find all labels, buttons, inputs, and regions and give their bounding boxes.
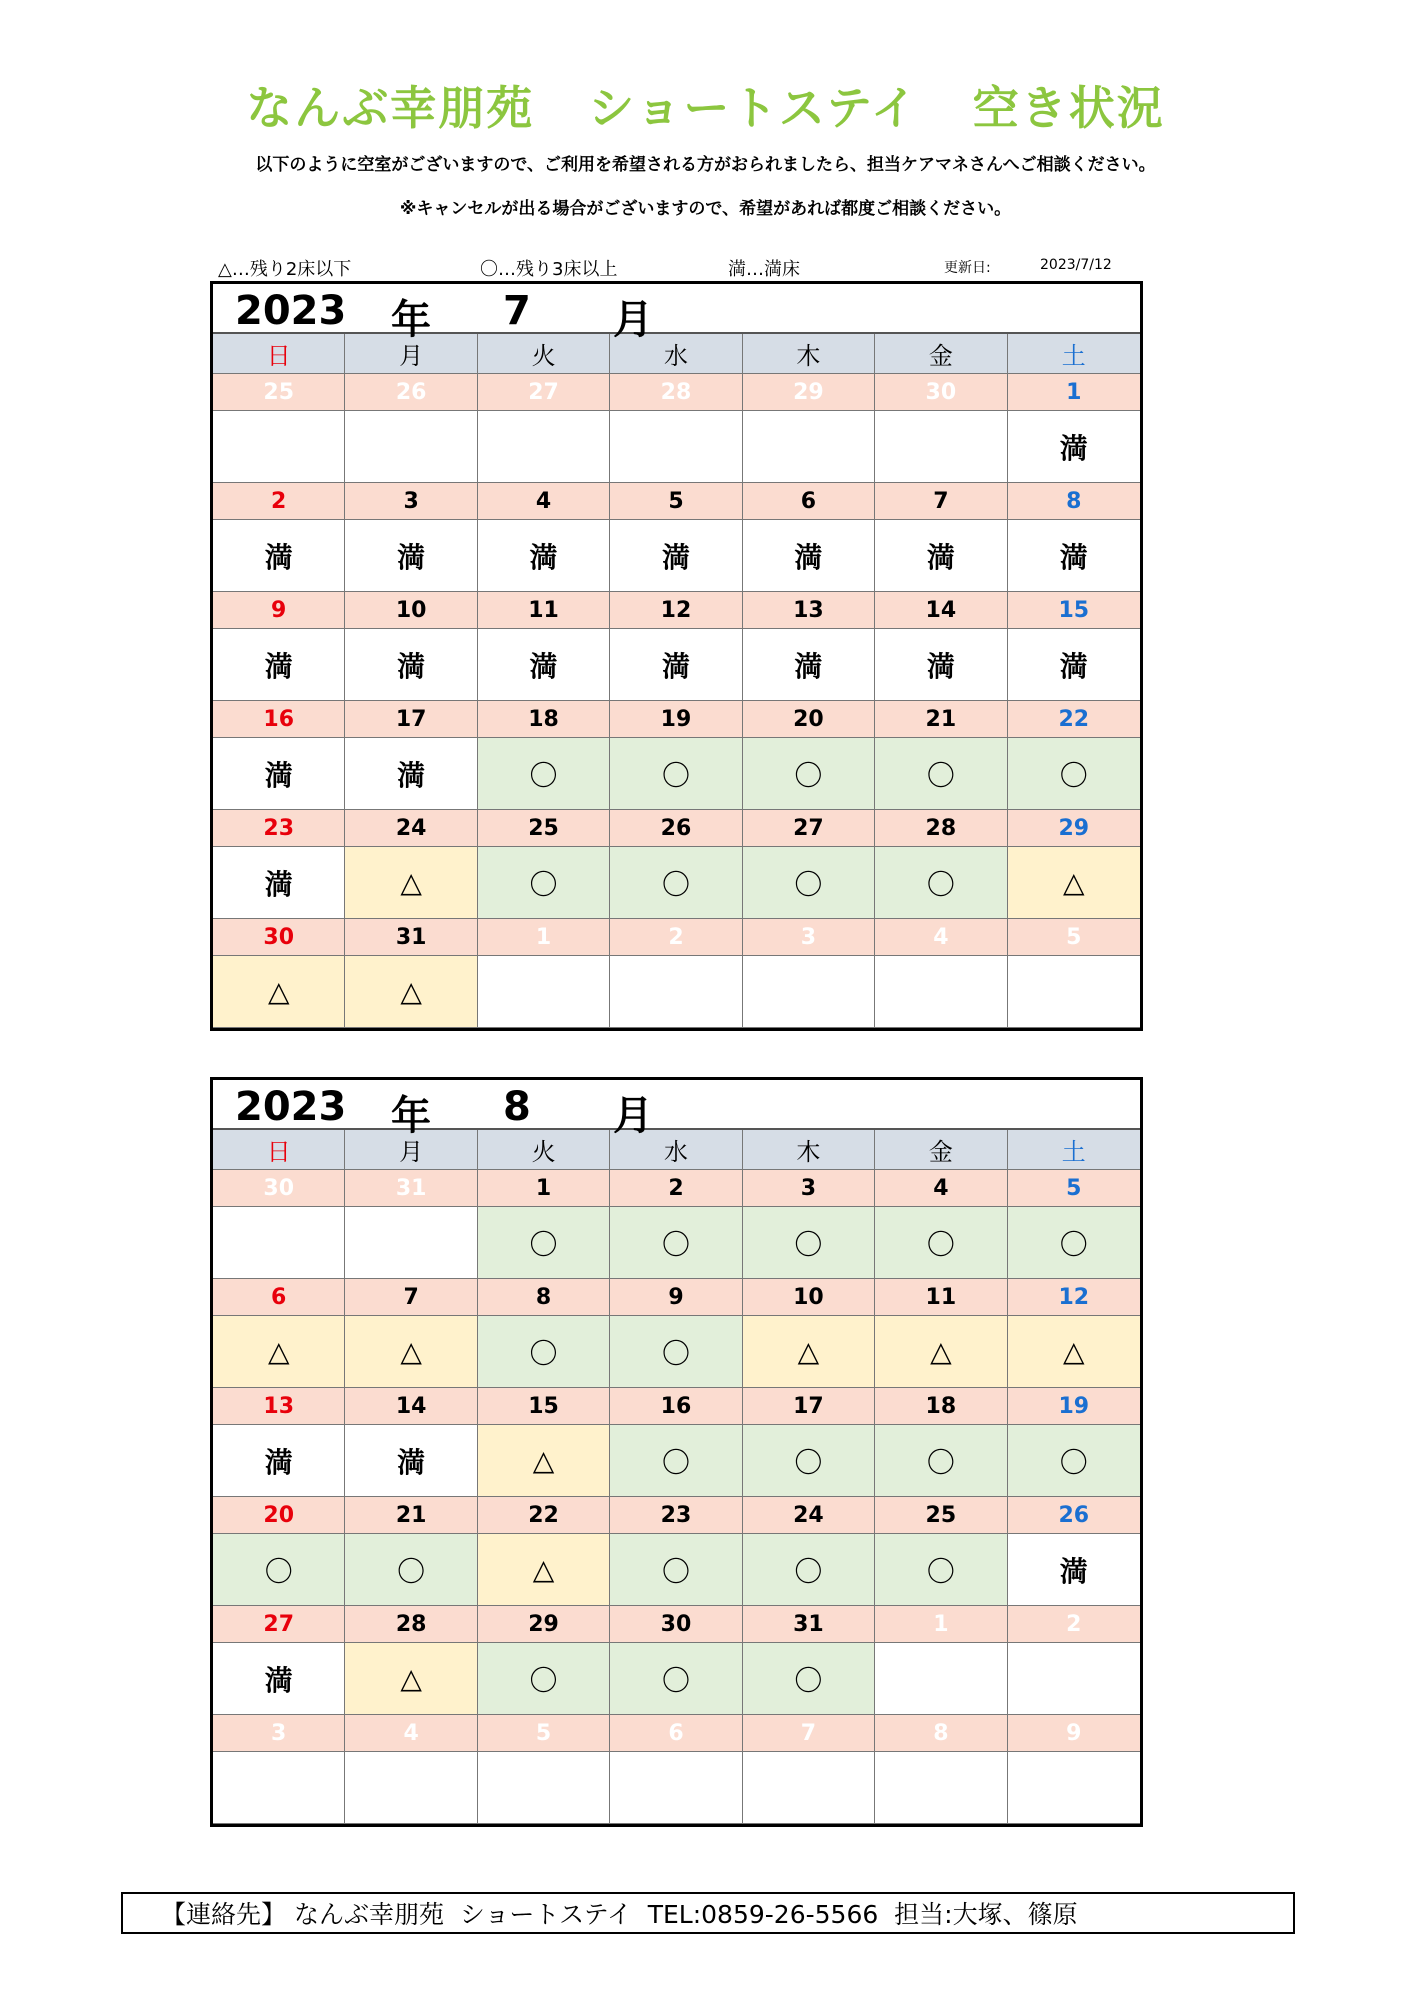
day-number: 26: [1008, 1497, 1140, 1534]
calendar-year: 2023: [235, 288, 347, 334]
availability-cell: 〇: [743, 1534, 875, 1606]
day-number: 13: [213, 1388, 345, 1425]
calendar-grid: [213, 334, 1140, 1028]
availability-cell: △: [213, 1316, 345, 1388]
weekday-header: 火: [478, 334, 610, 374]
title-status: 空き状況: [972, 81, 1165, 135]
day-number: 7: [875, 483, 1007, 520]
day-number: 1: [875, 1606, 1007, 1643]
day-number: 9: [610, 1279, 742, 1316]
weekday-header: 土: [1008, 334, 1140, 374]
availability-cell: [743, 411, 875, 483]
day-number: 25: [478, 810, 610, 847]
title-service: ショートステイ: [588, 81, 919, 135]
availability-cell: 〇: [610, 738, 742, 810]
availability-cell: 満: [1008, 1534, 1140, 1606]
availability-cell: 満: [743, 629, 875, 701]
day-number: 27: [478, 374, 610, 411]
availability-cell: 〇: [478, 847, 610, 919]
day-number: 26: [345, 374, 477, 411]
availability-cell: [213, 411, 345, 483]
day-number: 2: [610, 1170, 742, 1207]
availability-cell: [213, 1207, 345, 1279]
availability-cell: 満: [1008, 520, 1140, 592]
availability-cell: 満: [875, 629, 1007, 701]
day-number: 15: [478, 1388, 610, 1425]
availability-cell: [213, 1752, 345, 1824]
availability-cell: 満: [213, 738, 345, 810]
availability-cell: 〇: [875, 1207, 1007, 1279]
day-number: 4: [875, 919, 1007, 956]
day-number: 12: [1008, 1279, 1140, 1316]
day-number: 2: [1008, 1606, 1140, 1643]
weekday-header: 金: [875, 334, 1007, 374]
day-number: 4: [875, 1170, 1007, 1207]
calendar-july: [210, 281, 1143, 1031]
day-number: 18: [478, 701, 610, 738]
day-number: 8: [478, 1279, 610, 1316]
day-number: 20: [743, 701, 875, 738]
day-number: 22: [1008, 701, 1140, 738]
availability-cell: [478, 956, 610, 1028]
day-number: 30: [610, 1606, 742, 1643]
day-number: 28: [345, 1606, 477, 1643]
day-number: 4: [478, 483, 610, 520]
day-number: 30: [213, 1170, 345, 1207]
availability-cell: [875, 411, 1007, 483]
availability-cell: 〇: [345, 1534, 477, 1606]
day-number: 30: [875, 374, 1007, 411]
availability-cell: 〇: [1008, 1207, 1140, 1279]
calendar-month-header: [213, 284, 1140, 343]
availability-cell: △: [345, 956, 477, 1028]
day-number: 16: [213, 701, 345, 738]
availability-cell: 満: [213, 847, 345, 919]
day-number: 28: [610, 374, 742, 411]
day-number: 29: [1008, 810, 1140, 847]
day-number: 20: [213, 1497, 345, 1534]
calendar-month: 8: [503, 1084, 531, 1130]
updated-date: 2023/7/12: [1040, 257, 1112, 273]
day-number: 24: [345, 810, 477, 847]
availability-cell: [478, 1752, 610, 1824]
day-number: 3: [213, 1715, 345, 1752]
availability-cell: 〇: [743, 738, 875, 810]
availability-cell: 〇: [478, 1207, 610, 1279]
availability-cell: 〇: [478, 1643, 610, 1715]
availability-cell: △: [478, 1425, 610, 1497]
day-number: 12: [610, 592, 742, 629]
weekday-header: 日: [213, 334, 345, 374]
day-number: 6: [213, 1279, 345, 1316]
day-number: 31: [345, 1170, 477, 1207]
availability-cell: 満: [610, 629, 742, 701]
calendar-month-unit: 月: [613, 1093, 653, 1139]
availability-cell: △: [1008, 1316, 1140, 1388]
day-number: 1: [1008, 374, 1140, 411]
availability-cell: 満: [213, 1425, 345, 1497]
calendar-year: 2023: [235, 1084, 347, 1130]
availability-cell: 満: [1008, 411, 1140, 483]
day-number: 27: [743, 810, 875, 847]
calendar-year-unit: 年: [391, 297, 431, 343]
calendar-month-header: [213, 1080, 1140, 1139]
availability-cell: 満: [478, 629, 610, 701]
day-number: 31: [345, 919, 477, 956]
day-number: 10: [743, 1279, 875, 1316]
availability-cell: 〇: [743, 1425, 875, 1497]
weekday-header: 水: [610, 334, 742, 374]
availability-cell: △: [478, 1534, 610, 1606]
day-number: 23: [610, 1497, 742, 1534]
availability-cell: [345, 1207, 477, 1279]
availability-cell: △: [345, 1316, 477, 1388]
weekday-header: 月: [345, 1130, 477, 1170]
availability-cell: [1008, 1752, 1140, 1824]
availability-cell: 満: [345, 520, 477, 592]
availability-cell: [875, 1752, 1007, 1824]
availability-cell: △: [1008, 847, 1140, 919]
day-number: 3: [743, 1170, 875, 1207]
availability-cell: 〇: [875, 1425, 1007, 1497]
day-number: 4: [345, 1715, 477, 1752]
day-number: 5: [478, 1715, 610, 1752]
day-number: 27: [213, 1606, 345, 1643]
day-number: 8: [875, 1715, 1007, 1752]
day-number: 1: [478, 919, 610, 956]
availability-cell: [875, 1643, 1007, 1715]
availability-cell: [610, 956, 742, 1028]
day-number: 22: [478, 1497, 610, 1534]
day-number: 5: [1008, 919, 1140, 956]
day-number: 11: [875, 1279, 1007, 1316]
availability-cell: 満: [213, 520, 345, 592]
availability-cell: [743, 1752, 875, 1824]
contact-footer: 【連絡先】 なんぶ幸朋苑 ショートステイ TEL:0859-26-5566 担当:大塚、篠原: [121, 1892, 1295, 1934]
day-number: 14: [875, 592, 1007, 629]
calendar-grid: [213, 1130, 1140, 1824]
availability-cell: 満: [1008, 629, 1140, 701]
availability-cell: 〇: [610, 1316, 742, 1388]
day-number: 9: [1008, 1715, 1140, 1752]
legend-full: 満…満床: [728, 259, 800, 280]
availability-cell: △: [345, 1643, 477, 1715]
availability-cell: 〇: [213, 1534, 345, 1606]
day-number: 29: [478, 1606, 610, 1643]
page-title: [0, 72, 1411, 138]
day-number: 6: [743, 483, 875, 520]
availability-cell: 〇: [875, 738, 1007, 810]
day-number: 25: [213, 374, 345, 411]
day-number: 29: [743, 374, 875, 411]
legend-triangle: △…残り2床以下: [218, 259, 352, 280]
day-number: 25: [875, 1497, 1007, 1534]
day-number: 1: [478, 1170, 610, 1207]
weekday-header: 金: [875, 1130, 1007, 1170]
day-number: 30: [213, 919, 345, 956]
day-number: 3: [345, 483, 477, 520]
weekday-header: 土: [1008, 1130, 1140, 1170]
day-number: 5: [1008, 1170, 1140, 1207]
availability-cell: △: [875, 1316, 1007, 1388]
availability-cell: [478, 411, 610, 483]
day-number: 18: [875, 1388, 1007, 1425]
weekday-header: 水: [610, 1130, 742, 1170]
availability-cell: [345, 411, 477, 483]
availability-cell: 〇: [610, 1425, 742, 1497]
day-number: 23: [213, 810, 345, 847]
availability-cell: 〇: [610, 847, 742, 919]
day-number: 21: [345, 1497, 477, 1534]
day-number: 3: [743, 919, 875, 956]
availability-cell: 〇: [478, 738, 610, 810]
availability-cell: 〇: [1008, 1425, 1140, 1497]
availability-cell: 〇: [610, 1534, 742, 1606]
day-number: 15: [1008, 592, 1140, 629]
day-number: 16: [610, 1388, 742, 1425]
availability-cell: 満: [610, 520, 742, 592]
calendar-year-unit: 年: [391, 1093, 431, 1139]
title-facility: なんぶ幸朋苑: [246, 81, 535, 135]
day-number: 21: [875, 701, 1007, 738]
availability-cell: 〇: [875, 847, 1007, 919]
availability-cell: 満: [875, 520, 1007, 592]
weekday-header: 日: [213, 1130, 345, 1170]
availability-cell: 満: [213, 629, 345, 701]
day-number: 31: [743, 1606, 875, 1643]
day-number: 2: [610, 919, 742, 956]
availability-cell: 満: [345, 629, 477, 701]
legend-circle: 〇…残り3床以上: [480, 259, 618, 280]
availability-cell: [610, 411, 742, 483]
availability-cell: △: [345, 847, 477, 919]
availability-cell: 〇: [875, 1534, 1007, 1606]
notice-cancellation: ※キャンセルが出る場合がございますので、希望があれば都度ご相談ください。: [399, 199, 1012, 219]
day-number: 8: [1008, 483, 1140, 520]
availability-cell: 〇: [610, 1643, 742, 1715]
day-number: 9: [213, 592, 345, 629]
day-number: 14: [345, 1388, 477, 1425]
availability-cell: [1008, 1643, 1140, 1715]
day-number: 19: [1008, 1388, 1140, 1425]
day-number: 7: [743, 1715, 875, 1752]
day-number: 7: [345, 1279, 477, 1316]
day-number: 17: [743, 1388, 875, 1425]
day-number: 6: [610, 1715, 742, 1752]
availability-cell: 満: [345, 1425, 477, 1497]
availability-cell: [875, 956, 1007, 1028]
availability-cell: 〇: [478, 1316, 610, 1388]
availability-cell: 〇: [1008, 738, 1140, 810]
day-number: 28: [875, 810, 1007, 847]
calendar-month-unit: 月: [613, 297, 653, 343]
availability-cell: [610, 1752, 742, 1824]
notice-availability: 以下のように空室がございますので、ご利用を希望される方がおられましたら、担当ケアマネさんへご相談ください。: [255, 155, 1156, 175]
weekday-header: 木: [743, 1130, 875, 1170]
weekday-header: 火: [478, 1130, 610, 1170]
availability-cell: [345, 1752, 477, 1824]
day-number: 19: [610, 701, 742, 738]
day-number: 2: [213, 483, 345, 520]
updated-label: 更新日:: [944, 260, 991, 276]
calendar-month: 7: [503, 288, 531, 334]
availability-cell: [1008, 956, 1140, 1028]
day-number: 11: [478, 592, 610, 629]
availability-cell: △: [743, 1316, 875, 1388]
day-number: 24: [743, 1497, 875, 1534]
availability-cell: 〇: [610, 1207, 742, 1279]
availability-cell: 満: [478, 520, 610, 592]
weekday-header: 月: [345, 334, 477, 374]
availability-cell: 満: [743, 520, 875, 592]
day-number: 17: [345, 701, 477, 738]
availability-cell: △: [213, 956, 345, 1028]
availability-cell: 〇: [743, 1643, 875, 1715]
availability-cell: 〇: [743, 1207, 875, 1279]
availability-cell: [743, 956, 875, 1028]
day-number: 5: [610, 483, 742, 520]
availability-cell: 〇: [743, 847, 875, 919]
calendar-august: [210, 1077, 1143, 1827]
availability-cell: 満: [345, 738, 477, 810]
day-number: 13: [743, 592, 875, 629]
availability-cell: 満: [213, 1643, 345, 1715]
day-number: 26: [610, 810, 742, 847]
weekday-header: 木: [743, 334, 875, 374]
day-number: 10: [345, 592, 477, 629]
